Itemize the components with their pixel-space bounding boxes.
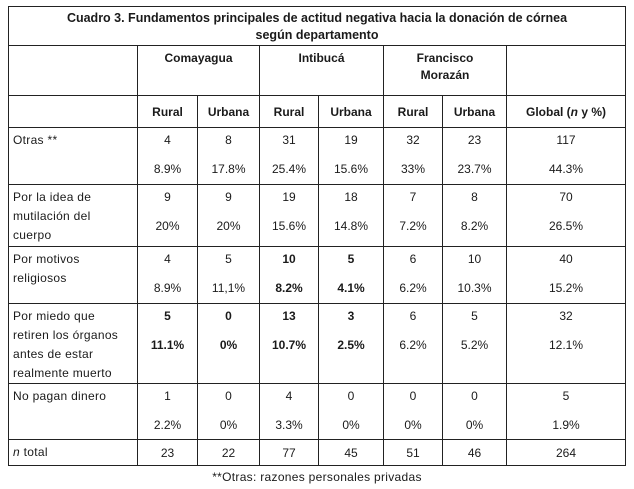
subheader-rural: Rural: [138, 96, 198, 128]
table-row: [9, 384, 626, 440]
value-cell: 8 8.2%: [443, 185, 507, 247]
value-cell: 19 15.6%: [260, 185, 319, 247]
subheader-urbana: Urbana: [198, 96, 260, 128]
table-row: [9, 247, 626, 304]
table-title-line-2: según departamento: [255, 28, 379, 42]
subheader-global: Global (n y %): [507, 96, 626, 128]
total-cell: 46: [443, 440, 507, 466]
subheader-urbana: Urbana: [319, 96, 384, 128]
value-cell: 0 0%: [319, 384, 384, 440]
total-cell: 51: [384, 440, 443, 466]
value-cell: 0 0%: [384, 384, 443, 440]
value-cell: 19 15.6%: [319, 128, 384, 185]
row-label: No pagan dinero: [9, 384, 138, 440]
subheader-rural: Rural: [384, 96, 443, 128]
value-cell: 9 20%: [198, 185, 260, 247]
value-cell: 4 3.3%: [260, 384, 319, 440]
total-row: [9, 440, 626, 466]
footnote: **Otras: razones personales privadas: [212, 470, 422, 484]
value-cell: 5 4.1%: [319, 247, 384, 304]
value-cell: 1 2.2%: [138, 384, 198, 440]
value-cell: 0 0%: [443, 384, 507, 440]
value-cell: 8 17.8%: [198, 128, 260, 185]
subheader-urbana: Urbana: [443, 96, 507, 128]
header-comayagua: Comayagua: [138, 46, 260, 96]
header-francisco-morazan: Francisco Morazán: [384, 46, 507, 96]
value-cell: 13 10.7%: [260, 304, 319, 384]
total-cell: 22: [198, 440, 260, 466]
row-label: Por motivos religiosos: [9, 247, 138, 304]
value-cell: 5 5.2%: [443, 304, 507, 384]
data-table: [8, 6, 626, 466]
row-label: Por la idea de mutilación del cuerpo: [9, 185, 138, 247]
value-cell: 40 15.2%: [507, 247, 626, 304]
value-cell: 4 8.9%: [138, 247, 198, 304]
department-header-row: [9, 46, 626, 96]
value-cell: 117 44.3%: [507, 128, 626, 185]
total-cell: 77: [260, 440, 319, 466]
value-cell: 10 8.2%: [260, 247, 319, 304]
value-cell: 5 11,1%: [198, 247, 260, 304]
value-cell: 18 14.8%: [319, 185, 384, 247]
value-cell: 7 7.2%: [384, 185, 443, 247]
empty-header-cell: [9, 46, 138, 96]
total-label: n total: [9, 440, 138, 466]
value-cell: 0 0%: [198, 304, 260, 384]
empty-header-cell: [507, 46, 626, 96]
total-cell: 264: [507, 440, 626, 466]
row-label: Otras **: [9, 128, 138, 185]
value-cell: 6 6.2%: [384, 247, 443, 304]
value-cell: 10 10.3%: [443, 247, 507, 304]
value-cell: 6 6.2%: [384, 304, 443, 384]
table-row: [9, 304, 626, 384]
value-cell: 0 0%: [198, 384, 260, 440]
value-cell: 3 2.5%: [319, 304, 384, 384]
subheader-rural: Rural: [260, 96, 319, 128]
total-cell: 23: [138, 440, 198, 466]
subheader-row: [9, 96, 626, 128]
value-cell: 5 11.1%: [138, 304, 198, 384]
value-cell: 9 20%: [138, 185, 198, 247]
empty-subheader-cell: [9, 96, 138, 128]
value-cell: 32 12.1%: [507, 304, 626, 384]
total-cell: 45: [319, 440, 384, 466]
value-cell: 5 1.9%: [507, 384, 626, 440]
table-row: [9, 185, 626, 247]
header-intibuca: Intibucá: [260, 46, 384, 96]
value-cell: 31 25.4%: [260, 128, 319, 185]
table-title-line-1: Cuadro 3. Fundamentos principales de actitud negativa hacia la donación de córnea: [66, 11, 568, 25]
row-label: Por miedo que retiren los órganos antes de estar realmente muerto: [9, 304, 138, 384]
value-cell: 70 26.5%: [507, 185, 626, 247]
value-cell: 23 23.7%: [443, 128, 507, 185]
table-row: [9, 128, 626, 185]
value-cell: 32 33%: [384, 128, 443, 185]
value-cell: 4 8.9%: [138, 128, 198, 185]
table-title: [9, 7, 626, 46]
